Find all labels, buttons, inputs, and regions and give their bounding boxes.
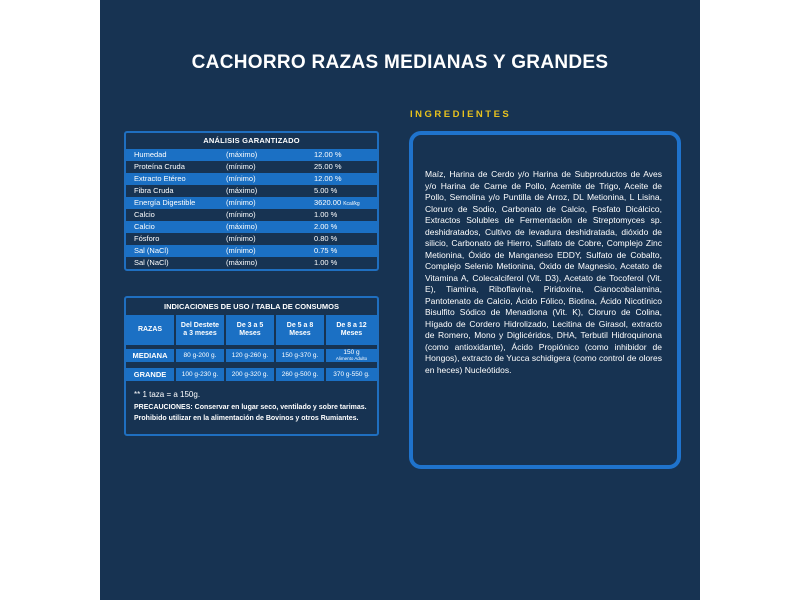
portion-note: Alimento Adulto xyxy=(335,355,368,361)
ingredients-title: INGREDIENTES xyxy=(410,109,512,120)
page-title: CACHORRO RAZAS MEDIANAS Y GRANDES xyxy=(191,52,609,73)
portion-cell: 370 g-550 g. xyxy=(326,368,377,381)
nutrient-value: 1.00 % xyxy=(314,210,338,219)
portion-cell: 150 g-370 g. xyxy=(276,349,324,362)
column-header-age: De 5 a 8 Meses xyxy=(276,315,324,345)
nutrient-value: 2.00 % xyxy=(314,222,338,231)
nutrient-value-number: 3620.00 xyxy=(314,198,342,207)
analysis-row xyxy=(126,149,377,161)
analysis-row xyxy=(126,173,377,185)
precautions-text: PRECAUCIONES: Conservar en lugar seco, ventilado y sobre tarimas. Prohibido utilizar en la alimentación de Bovinos y otros Rumiantes. xyxy=(134,404,367,422)
nutrient-qualifier: (máximo) xyxy=(226,222,258,231)
nutrient-value: 12.00 % xyxy=(314,150,342,159)
nutrient-qualifier: (máximo) xyxy=(226,186,258,195)
analysis-table xyxy=(124,131,379,271)
usage-row xyxy=(126,368,377,381)
nutrient-qualifier: (mínimo) xyxy=(226,198,256,207)
ingredients-text: Maíz, Harina de Cerdo y/o Harina de Subproductos de Aves y/o Harina de Carne de Pollo, Acemite de Trigo, Aceite de Pollo, Semolina y/o Puntilla de Arroz, DL Metionina, L Lisina, Cloruro de Sodio, Carbonato de Calcio, Fosfato Dicálcico, Extractos Solubles de Fermentación de Streptomyces sp. deshidratados, Cultivo de levadura deshidratada, dióxido de silicio, Carbonato de Hierro, Sulfato de Cobre, Complejo Zinc Metionina, Óxido de Manganeso EDDY, Sulfato de Cobalto, Complejo Selenio Metionina, Óxido de Magnesio, Acetato de Vitamina A, Colecalciferol (Vit. D3), Acetato de Tocoferol (Vit. E), Tiamina, Riboflavina, Piridoxina, Cianocobalamina, Pantotenato de Calcio, Ácido Fólico, Biotina, Ácido Nicotínico Bisulfito Sódico de Menadiona (Vit. K), Cloruro de Colina, Hígado de Cordero Hidrolizado, Lecitina de Girasol, extracto de Romero, Mono y Diglicéridos, DHA, Terbutil Hidroquinona (como antioxidante), Ácido Propiónico (como inhibidor de Hongos), extracto de Yucca schidigera (como control de olores en heces) Nucleótidos. xyxy=(425,169,662,375)
portion-cell: 80 g-200 g. xyxy=(176,349,224,362)
label-panel xyxy=(100,0,700,600)
nutrient-name: Fibra Cruda xyxy=(134,186,174,195)
analysis-row xyxy=(126,185,377,197)
portion-value: 150 g xyxy=(343,348,360,356)
breed-label: GRANDE xyxy=(126,368,174,381)
column-header-age: Del Destete a 3 meses xyxy=(176,315,224,345)
nutrient-qualifier: (mínimo) xyxy=(226,234,256,243)
nutrient-value: 0.75 % xyxy=(314,246,338,255)
nutrient-name: Sal (NaCl) xyxy=(134,246,169,255)
analysis-header: ANÁLISIS GARANTIZADO xyxy=(203,136,300,145)
analysis-row xyxy=(126,197,377,209)
nutrient-name: Fósforo xyxy=(134,234,160,243)
nutrient-qualifier: (mínimo) xyxy=(226,210,256,219)
usage-header: INDICACIONES DE USO / TABLA DE CONSUMOS xyxy=(163,302,339,311)
nutrient-name: Energía Digestible xyxy=(134,198,196,207)
usage-table xyxy=(124,296,379,436)
column-header-age: De 3 a 5 Meses xyxy=(226,315,274,345)
column-header-age: De 8 a 12 Meses xyxy=(326,315,377,345)
nutrient-name: Humedad xyxy=(134,150,167,159)
analysis-row xyxy=(126,257,377,269)
nutrient-qualifier: (máximo) xyxy=(226,150,258,159)
nutrient-value: 1.00 % xyxy=(314,258,338,267)
nutrient-unit: Kcal/kg xyxy=(343,201,360,207)
analysis-row xyxy=(126,221,377,233)
nutrient-value: 12.00 % xyxy=(314,174,342,183)
nutrient-value: 25.00 % xyxy=(314,162,342,171)
analysis-row xyxy=(126,161,377,173)
column-header-breeds: RAZAS xyxy=(126,315,174,345)
nutrient-qualifier: (mínimo) xyxy=(226,246,256,255)
nutrient-value: 0.80 % xyxy=(314,234,338,243)
breed-label: MEDIANA xyxy=(126,349,174,362)
nutrient-name: Extracto Etéreo xyxy=(134,174,186,183)
nutrient-qualifier: (máximo) xyxy=(226,258,258,267)
portion-cell xyxy=(326,349,377,362)
nutrient-value: 5.00 % xyxy=(314,186,338,195)
analysis-row xyxy=(126,209,377,221)
analysis-row xyxy=(126,233,377,245)
portion-cell: 100 g-230 g. xyxy=(176,368,224,381)
nutrient-name: Calcio xyxy=(134,222,155,231)
usage-column-headers xyxy=(126,315,377,347)
ingredients-box xyxy=(409,131,681,469)
nutrient-qualifier: (mínimo) xyxy=(226,162,256,171)
portion-cell: 120 g-260 g. xyxy=(226,349,274,362)
portion-cell: 200 g-320 g. xyxy=(226,368,274,381)
nutrient-name: Sal (NaCl) xyxy=(134,258,169,267)
nutrient-name: Proteína Cruda xyxy=(134,162,185,171)
nutrient-name: Calcio xyxy=(134,210,155,219)
nutrient-qualifier: (mínimo) xyxy=(226,174,256,183)
analysis-row xyxy=(126,245,377,257)
portion-cell: 260 g-500 g. xyxy=(276,368,324,381)
cup-note: ** 1 taza = a 150g. xyxy=(134,390,201,399)
usage-row xyxy=(126,349,377,362)
